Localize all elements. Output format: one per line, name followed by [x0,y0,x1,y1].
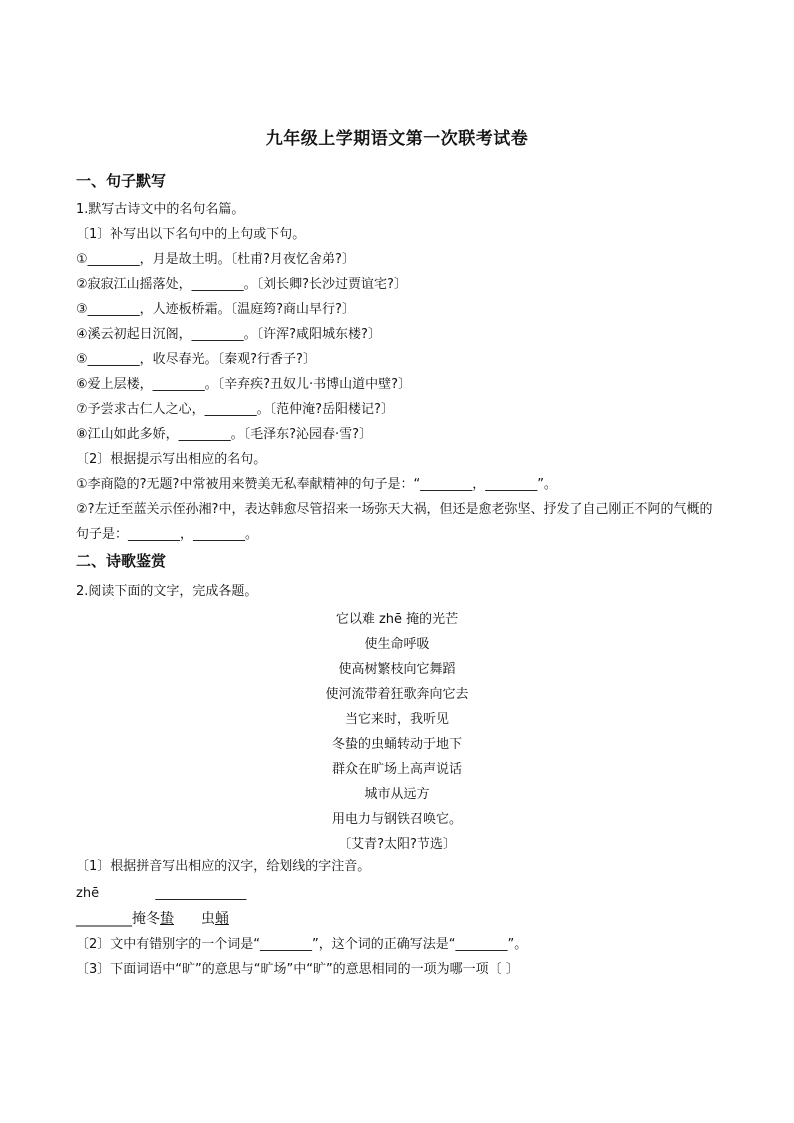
part-2-instruction: 〔2〕根据提示写出相应的名句。 [76,452,267,467]
word-chongyong: 虫蛹 [200,911,229,927]
poem-line: 城市从远方 [364,787,430,802]
word-dongzhe: 冬蛰 [146,911,174,927]
sub-question-2: 〔2〕文中有错别字的一个词是“________”，这个词的正确写法是“________”。 [76,937,528,952]
poem-line: 它以难 zhē 掩的光芒 [335,612,459,627]
pinyin-row [76,885,246,903]
poem-line: 当它来时，我听见 [344,712,449,727]
fill-item: ⑦予尝求古仁人之心，________。〔范仲淹?岳阳楼记?〕 [76,402,394,417]
question-2: 2.阅读下面的文字，完成各题。 [76,584,258,599]
sub-question-1: 〔1〕根据拼音写出相应的汉字，给划线的字注音。 [76,859,371,874]
section-heading-2: 二、诗歌鉴赏 [76,552,167,570]
section-heading-1: 一、句子默写 [76,172,167,190]
poem-line: 使河流带着狂歌奔向它去 [325,687,469,702]
page-title: 九年级上学期语文第一次联考试卷 [265,129,529,149]
fill-item: ②寂寂江山摇落处，________。〔刘长卿?长沙过贾谊宅?〕 [76,277,407,292]
fill-item: ①________，月是故土明。〔杜甫?月夜忆舍弟?〕 [76,252,355,267]
fill-item: ⑧江山如此多娇，________。〔毛泽东?沁园春·雪?〕 [76,427,373,442]
poem-line: 使生命呼吸 [364,637,430,652]
prompt-item: ②?左迁至蓝关示侄孙湘?中，表达韩愈尽管招来一场弥天大祸，但还是愈老弥坚、抒发了自己刚正不阿的气概的句子是：________，________。 [76,502,713,542]
poem-source: 〔艾青?太阳?节选〕 [338,837,456,852]
word-row [76,910,229,928]
poem-line: 使高树繁枝向它舞蹈 [338,662,456,677]
fill-item: ⑤________，收尽春光。〔秦观?行香子?〕 [76,352,316,367]
sub-question-3: 〔3〕下面词语中“旷”的意思与“旷场”中“旷”的意思相同的一项为哪一项〔 〕 [76,962,519,977]
poem-line: 冬蛰的虫蛹转动于地下 [331,737,462,752]
pinyin-label: zhē [76,886,100,901]
part-1-instruction: 〔1〕补写出以下名句中的上句或下句。 [76,227,306,242]
fill-item: ③________，人迹板桥霜。〔温庭筠?商山早行?〕 [76,302,355,317]
prompt-item: ①李商隐的?无题?中常被用来赞美无私奉献精神的句子是：“________，________”。 [76,477,557,492]
fill-item: ④溪云初起日沉阁，________。〔许浑?咸阳城东楼?〕 [76,327,381,342]
word-yan: 掩 [132,911,146,927]
poem-line: 群众在旷场上高声说话 [331,762,462,777]
poem-line: 用电力与钢铁召唤它。 [331,812,462,827]
question-1: 1.默写古诗文中的名句名篇。 [76,202,245,217]
answer-blank: ________ [76,911,132,927]
fill-item: ⑥爱上层楼，________。〔辛弃疾?丑奴儿·书博山道中壁?〕 [76,377,412,392]
answer-line: ______________ [155,886,247,901]
